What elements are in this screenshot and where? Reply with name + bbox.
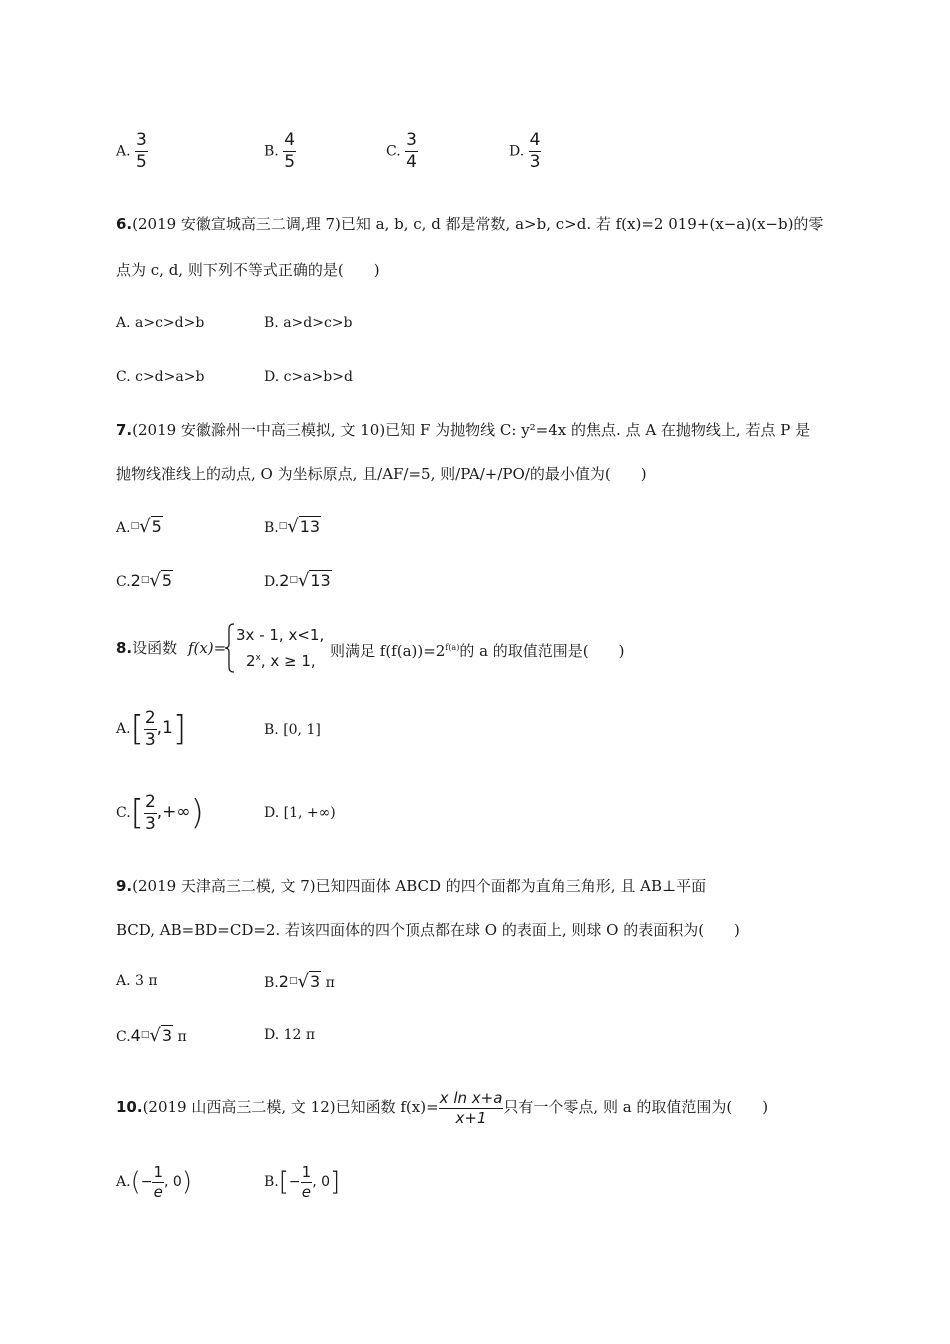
fraction: $\frac{4}{5}$ bbox=[284, 130, 296, 172]
q9-option-d[interactable]: D. 12 π bbox=[264, 1027, 316, 1043]
question-8-tail: 则满足 $f(f(a))=2^{f(a)}$的 a 的取值范围是( ) bbox=[330, 642, 625, 660]
q10-option-a[interactable]: A.(− $\frac{1}{e}$ , 0) bbox=[116, 1162, 192, 1201]
question-8: 8.设函数 f(x)= bbox=[116, 639, 227, 657]
piecewise-case-2: 2$^x$, x ≥ 1, bbox=[246, 652, 316, 670]
radical: 4□√3 bbox=[130, 1025, 173, 1046]
q7-option-d[interactable]: D.2□√13 bbox=[264, 570, 331, 591]
q7-option-c[interactable]: C.2□√5 bbox=[116, 570, 173, 591]
q7-option-b[interactable]: B.□√13 bbox=[264, 516, 321, 537]
q6-option-c[interactable]: C. c>d>a>b bbox=[116, 369, 205, 385]
q9-option-b[interactable]: B.2□√3 π bbox=[264, 971, 335, 992]
question-6: 6.(2019 安徽宣城高三二调,理 7)已知 a, b, c, d 都是常数, a>b, c>d. 若 f(x)=2 019+(x−a)(x−b)的零 bbox=[116, 215, 824, 233]
fraction: $\frac{2}{3}$ bbox=[144, 707, 156, 750]
q5-option-a[interactable]: A. $\frac{3}{5}$ bbox=[116, 130, 147, 172]
fraction: $\frac{1}{e}$ bbox=[153, 1162, 163, 1201]
fraction: $\frac{1}{e}$ bbox=[301, 1162, 312, 1201]
q8-option-a[interactable]: A.[ $\frac{2}{3}$ ,1] bbox=[116, 707, 187, 750]
question-6-line2: 点为 c, d, 则下列不等式正确的是( ) bbox=[116, 261, 380, 279]
q6-option-b[interactable]: B. a>d>c>b bbox=[264, 315, 353, 331]
fraction: $\frac{\text{x ln x+a}}{x+1}$ bbox=[439, 1088, 503, 1127]
q5-option-c[interactable]: C. $\frac{3}{4}$ bbox=[386, 130, 417, 172]
piecewise-brace bbox=[224, 622, 236, 674]
radical: 2□√3 bbox=[278, 971, 321, 992]
question-7: 7.(2019 安徽滁州一中高三模拟, 文 10)已知 F 为抛物线 C: y²=4x 的焦点. 点 A 在抛物线上, 若点 P 是 bbox=[116, 421, 811, 439]
q9-option-a[interactable]: A. 3 π bbox=[116, 973, 158, 989]
q8-option-c[interactable]: C.[ $\frac{2}{3}$ ,+∞) bbox=[116, 791, 204, 834]
radical: □√5 bbox=[130, 516, 162, 537]
q6-option-a[interactable]: A. a>c>d>b bbox=[116, 315, 205, 331]
q8-option-b[interactable]: B. [0, 1] bbox=[264, 722, 321, 738]
q9-option-c[interactable]: C.4□√3 π bbox=[116, 1025, 187, 1046]
question-10: 10.(2019 山西高三二模, 文 12)已知函数 f(x)= $\frac{\text{x ln x+a}}{x+1}$ 只有一个零点, 则 a 的取值范围为( ) bbox=[116, 1088, 769, 1127]
question-7-line2: 抛物线准线上的动点, O 为坐标原点, 且/AF/=5, 则/PA/+/PO/的最小值为( ) bbox=[116, 465, 647, 483]
piecewise-case-1: 3x - 1, x<1, bbox=[236, 626, 325, 644]
fraction: $\frac{2}{3}$ bbox=[144, 791, 156, 834]
q5-option-b[interactable]: B. $\frac{4}{5}$ bbox=[264, 130, 296, 172]
fraction: $\frac{3}{5}$ bbox=[136, 130, 147, 172]
question-9: 9.(2019 天津高三二模, 文 7)已知四面体 ABCD 的四个面都为直角三角形, 且 AB⊥平面 bbox=[116, 877, 707, 895]
radical: □√13 bbox=[278, 516, 321, 537]
q8-option-d[interactable]: D. [1, +∞) bbox=[264, 805, 336, 821]
fraction: $\frac{3}{4}$ bbox=[406, 130, 417, 172]
radical: 2□√13 bbox=[279, 570, 331, 591]
fraction: $\frac{4}{3}$ bbox=[529, 130, 541, 172]
q7-option-a[interactable]: A.□√5 bbox=[116, 516, 162, 537]
q10-option-b[interactable]: B.[− $\frac{1}{e}$ , 0] bbox=[264, 1162, 341, 1201]
q5-option-d[interactable]: D. $\frac{4}{3}$ bbox=[509, 130, 541, 172]
question-9-line2: BCD, AB=BD=CD=2. 若该四面体的四个顶点都在球 O 的表面上, 则球 O 的表面积为( ) bbox=[116, 921, 740, 939]
radical: 2□√5 bbox=[130, 570, 173, 591]
q6-option-d[interactable]: D. c>a>b>d bbox=[264, 369, 353, 385]
